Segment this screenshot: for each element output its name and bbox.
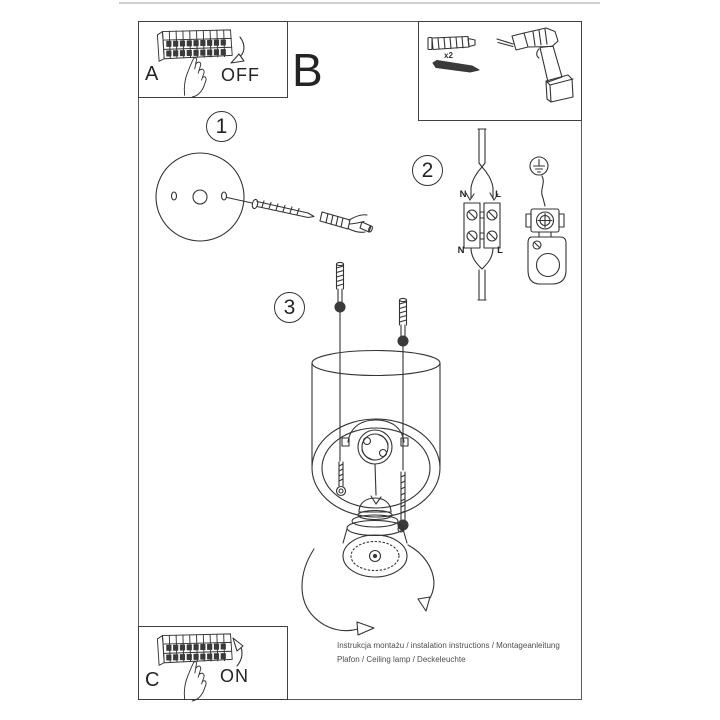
cable-clamp-icon xyxy=(526,209,566,284)
rotation-arrow-right-icon xyxy=(408,545,434,611)
rotate-on-arrow-icon xyxy=(233,638,243,666)
footer-text xyxy=(337,639,587,666)
earth-symbol-icon xyxy=(530,157,548,175)
step-2-badge xyxy=(412,155,443,186)
tools-illustration xyxy=(428,28,573,102)
step-2-number: 2 xyxy=(421,158,434,182)
live-top-label: L xyxy=(495,189,501,200)
footer-line-2: Plafon / Ceiling lamp / Deckeleuchte xyxy=(337,654,466,664)
rotation-arrow-left-icon xyxy=(302,549,374,635)
expansion-anchor-icon xyxy=(320,212,373,232)
inner-screw-left-icon xyxy=(337,462,346,496)
on-label: ON xyxy=(220,666,249,686)
fuse-box-off-illustration xyxy=(157,30,244,97)
screw-icon xyxy=(433,61,479,73)
step-1-number: 1 xyxy=(215,114,228,138)
section-b-label: B xyxy=(292,44,323,96)
step3-illustration xyxy=(302,262,440,635)
off-label: OFF xyxy=(221,65,260,85)
panel-a-label: A xyxy=(145,63,159,85)
live-bottom-label: L xyxy=(497,245,503,256)
step2-illustration xyxy=(464,129,566,300)
mounting-plate-icon xyxy=(156,153,244,241)
neutral-bottom-label: N xyxy=(457,245,465,256)
step-3-number: 3 xyxy=(283,295,296,319)
panel-c-label: C xyxy=(145,669,160,691)
fixing-screw-right-icon xyxy=(398,298,408,346)
spot-bulb-icon xyxy=(343,498,407,577)
power-drill-icon xyxy=(497,28,573,102)
earth-wire xyxy=(542,176,545,206)
mounting-screw-icon xyxy=(252,199,314,218)
step1-illustration xyxy=(156,153,373,241)
terminal-block-icon xyxy=(464,203,500,248)
neutral-top-label: N xyxy=(459,189,467,200)
anchor-quantity-label: x2 xyxy=(444,51,453,60)
fixing-screw-left-icon xyxy=(335,262,345,312)
step-3-badge xyxy=(274,292,305,323)
fuse-box-icon xyxy=(157,30,232,97)
gu10-socket-icon xyxy=(342,420,408,464)
footer-line-1: Instrukcja montażu / instalation instructions / Montageanleitung xyxy=(337,641,560,650)
insert-arrow-icon xyxy=(371,496,381,504)
step-1-badge xyxy=(206,111,237,142)
rotate-off-arrow-icon xyxy=(231,37,244,63)
wall-plug-icon xyxy=(428,37,475,50)
